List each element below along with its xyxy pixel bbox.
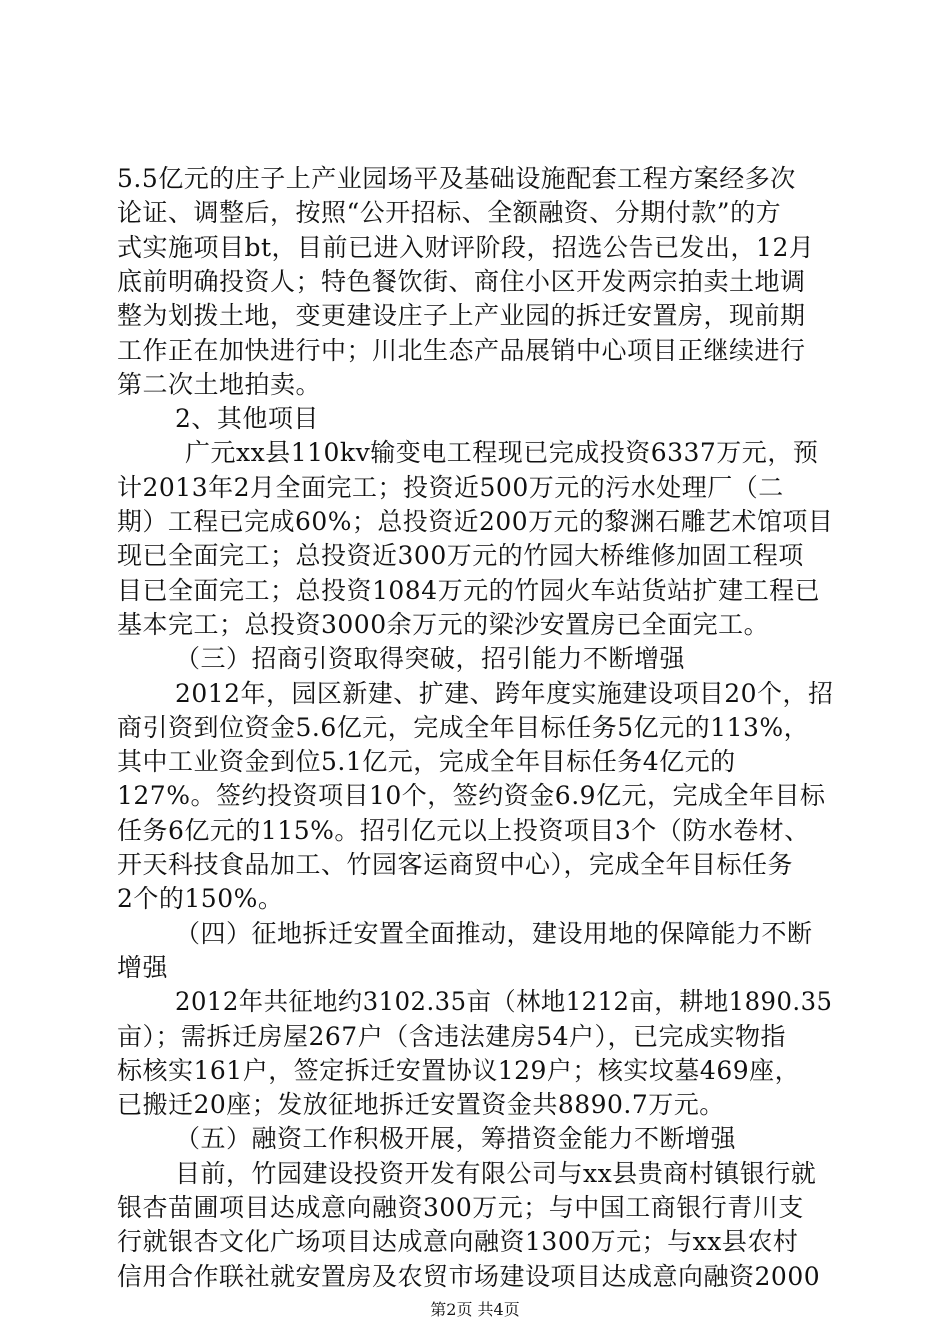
section-heading: （四）征地拆迁安置全面推动，建设用地的保障能力不断: [175, 918, 813, 948]
text-line: 式实施项目bt，目前已进入财评阶段，招选公告已发出，12月: [117, 232, 815, 262]
text-line: 整为划拨土地，变更建设庄子上产业园的拆迁安置房，现前期: [117, 301, 806, 331]
page-footer: 第2页 共4页: [430, 1300, 520, 1319]
text-line: 商引资到位资金5.6亿元，完成全年目标任务5亿元的113%，: [117, 712, 810, 742]
text-line: 已搬迁20座；发放征地拆迁安置资金共8890.7万元。: [117, 1090, 725, 1120]
text-line: 第二次土地拍卖。: [117, 369, 322, 399]
text-line: 2012年，园区新建、扩建、跨年度实施建设项目20个，招: [175, 678, 834, 708]
section-heading: 2、其他项目: [175, 404, 319, 434]
text-line: 银杏苗圃项目达成意向融资300万元；与中国工商银行青川支: [117, 1193, 804, 1222]
text-line: 任务6亿元的115%。招引亿元以上投资项目3个（防水卷材、: [117, 815, 810, 845]
text-line: 期）工程已完成60%；总投资近200万元的黎渊石雕艺术馆项目: [117, 507, 834, 536]
text-line: 广元xx县110kv输变电工程现已完成投资6337万元，预: [185, 438, 819, 468]
text-line: 127%。签约投资项目10个，签约资金6.9亿元，完成全年目标: [117, 781, 826, 811]
text-line: 开天科技食品加工、竹园客运商贸中心），完成全年目标任务: [117, 850, 794, 879]
text-line: 论证、调整后，按照“公开招标、全额融资、分期付款”的方: [117, 198, 782, 228]
text-line: 基本完工；总投资3000余万元的梁沙安置房已全面完工。: [117, 609, 770, 639]
text-line: 2012年共征地约3102.35亩（林地1212亩，耕地1890.35: [175, 987, 833, 1017]
text-line: 现已全面完工；总投资近300万元的竹园大桥维修加固工程项: [117, 541, 804, 571]
text-line: 工作正在加快进行中；川北生态产品展销中心项目正继续进行: [117, 335, 806, 365]
text-line: 底前明确投资人；特色餐饮街、商住小区开发两宗拍卖土地调: [117, 266, 806, 296]
text-line: 计2013年2月全面完工；投资近500万元的污水处理厂（二: [117, 472, 784, 502]
text-line: 行就银杏文化广场项目达成意向融资1300万元；与xx县农村: [117, 1227, 799, 1257]
text-line: 标核实161户，签定拆迁安置协议129户；核实坟墓469座，: [117, 1055, 801, 1085]
section-heading: 增强: [117, 952, 169, 982]
section-heading: （五）融资工作积极开展，筹措资金能力不断增强: [175, 1124, 737, 1154]
text-line: 5.5亿元的庄子上产业园场平及基础设施配套工程方案经多次: [117, 164, 796, 193]
text-line: 目已全面完工；总投资1084万元的竹园火车站货站扩建工程已: [117, 575, 821, 605]
section-heading: （三）招商引资取得突破，招引能力不断增强: [175, 644, 686, 674]
text-line: 亩）；需拆迁房屋267户（含违法建房54户），已完成实物指: [117, 1021, 787, 1051]
text-line: 其中工业资金到位5.1亿元，完成全年目标任务4亿元的: [117, 747, 736, 777]
text-line: 信用合作联社就安置房及农贸市场建设项目达成意向融资2000: [117, 1261, 821, 1291]
text-line: 2个的150%。: [117, 884, 284, 914]
text-line: 目前，竹园建设投资开发有限公司与xx县贵商村镇银行就: [175, 1158, 817, 1188]
